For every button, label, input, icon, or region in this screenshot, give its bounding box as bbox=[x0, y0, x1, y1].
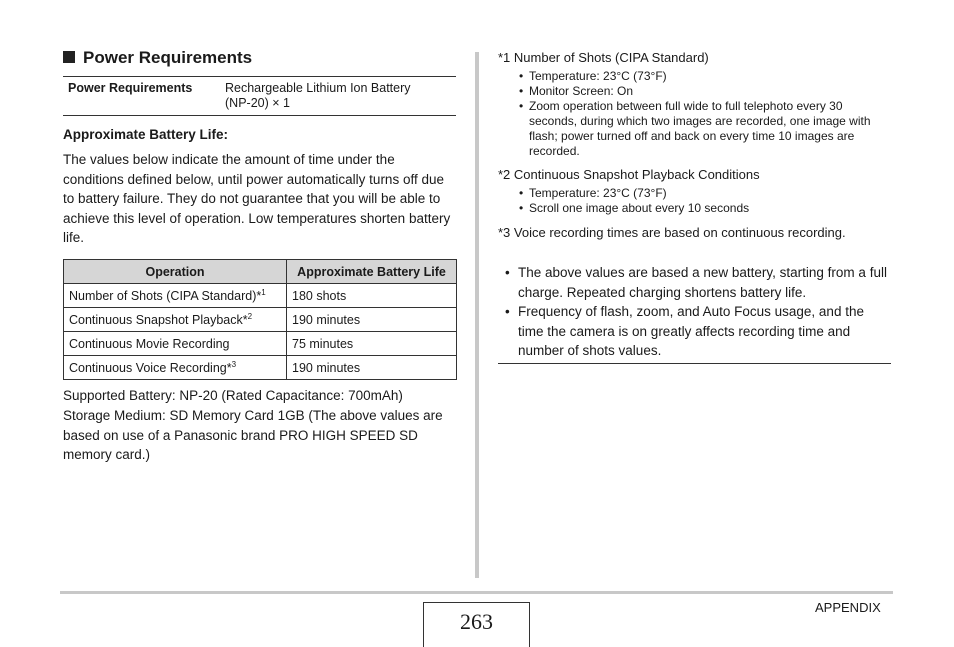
operation-text: Continuous Movie Recording bbox=[69, 336, 230, 351]
section-label: APPENDIX bbox=[815, 600, 881, 615]
operation-text: Continuous Snapshot Playback* bbox=[69, 312, 248, 327]
operation-text: Continuous Voice Recording* bbox=[69, 360, 232, 375]
footnote-ref: 3 bbox=[231, 359, 237, 369]
power-requirements-table bbox=[63, 76, 456, 116]
battery-life-cell: 190 minutes bbox=[287, 356, 457, 380]
notes-divider bbox=[498, 363, 891, 364]
table-row bbox=[64, 284, 457, 308]
operation-cell bbox=[64, 308, 287, 332]
list-item: • Temperature: 23°C (73°F) bbox=[517, 69, 887, 84]
section-title-text: Power Requirements bbox=[83, 48, 253, 67]
footnote-ref: 2 bbox=[247, 311, 253, 321]
operation-cell bbox=[64, 356, 287, 380]
column-divider bbox=[475, 52, 479, 578]
square-bullet-icon bbox=[63, 51, 75, 63]
battery-life-intro: The values below indicate the amount of time under the conditions defined below, until power automatically turns off due to battery failure. They do not guarantee that you will be able to achieve this level of operation. Low temperatures shorten battery life. bbox=[63, 152, 451, 245]
operation-text: Number of Shots (CIPA Standard)* bbox=[69, 288, 262, 303]
battery-life-cell: 75 minutes bbox=[287, 332, 457, 356]
table-header-row bbox=[64, 260, 457, 284]
operation-cell bbox=[64, 332, 287, 356]
footer-rule bbox=[60, 591, 893, 594]
footnote-2-title: *2 Continuous Snapshot Playback Conditions bbox=[498, 167, 760, 182]
column-header-battery-life: Approximate Battery Life bbox=[287, 260, 457, 284]
operation-cell bbox=[64, 284, 287, 308]
footnote-2-list bbox=[517, 186, 887, 216]
storage-medium-text: Storage Medium: SD Memory Card 1GB (The above values are based on use of a Panasonic brand PRO HIGH SPEED SD memory card.) bbox=[63, 408, 443, 462]
footnote-3-title: *3 Voice recording times are based on continuous recording. bbox=[498, 225, 846, 240]
table-row bbox=[64, 308, 457, 332]
battery-life-cell: 190 minutes bbox=[287, 308, 457, 332]
spec-value bbox=[225, 81, 450, 111]
battery-life-heading: Approximate Battery Life: bbox=[63, 127, 229, 142]
notes-list bbox=[505, 263, 888, 361]
supported-battery-text: Supported Battery: NP-20 (Rated Capacitance: 700mAh) bbox=[63, 388, 403, 403]
list-item: • Temperature: 23°C (73°F) bbox=[517, 186, 887, 201]
spec-value-line: Rechargeable Lithium Ion Battery bbox=[225, 81, 411, 95]
list-item: • Zoom operation between full wide to full telephoto every 30 seconds, during which two images are recorded, one image with flash; power turned off and back on every time 10 images are recorded. bbox=[517, 99, 887, 159]
page-number: 263 bbox=[460, 609, 493, 634]
footnote-ref: 1 bbox=[261, 287, 266, 297]
list-item: • Scroll one image about every 10 seconds bbox=[517, 201, 887, 216]
spec-value-line: (NP-20) × 1 bbox=[225, 96, 290, 110]
table-row bbox=[64, 332, 457, 356]
footnote-1-list bbox=[517, 69, 887, 159]
footnote-1-title: *1 Number of Shots (CIPA Standard) bbox=[498, 50, 709, 65]
list-item: • Monitor Screen: On bbox=[517, 84, 887, 99]
list-item: • The above values are based a new battery, starting from a full charge. Repeated charging shortens battery life. bbox=[505, 263, 888, 302]
section-title bbox=[63, 48, 252, 68]
battery-life-cell: 180 shots bbox=[287, 284, 457, 308]
list-item: • Frequency of flash, zoom, and Auto Focus usage, and the time the camera is on greatly affects recording time and number of shots values. bbox=[505, 302, 888, 361]
battery-life-table bbox=[63, 259, 457, 380]
column-header-operation: Operation bbox=[64, 260, 287, 284]
spec-label: Power Requirements bbox=[68, 81, 193, 95]
table-row bbox=[64, 356, 457, 380]
